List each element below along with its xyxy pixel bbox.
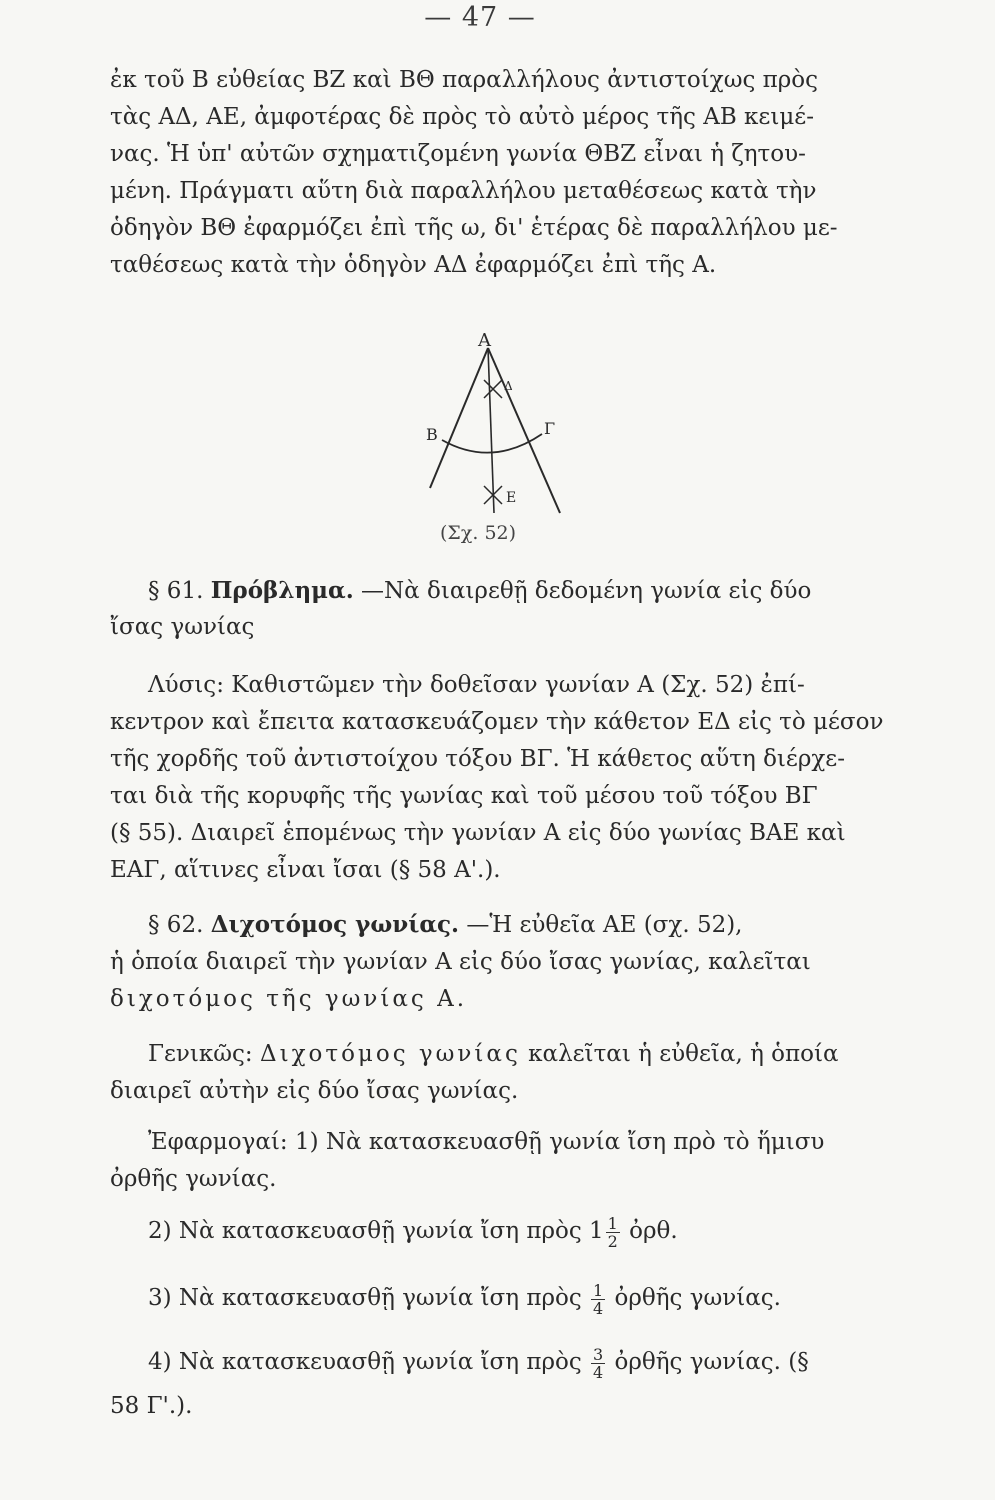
text-line: διαιρεῖ αὐτὴν εἰς δύο ἴσας γωνίας. <box>110 1078 519 1104</box>
section-62 <box>110 906 910 1018</box>
denominator: 4 <box>593 1298 604 1318</box>
application-4 <box>148 1344 928 1381</box>
application-3 <box>148 1280 928 1317</box>
section-61 <box>110 572 910 610</box>
definition-lead: Γενικῶς: <box>148 1041 253 1067</box>
application-1: 1) Νὰ κατασκευασθῇ γωνία ἴση πρὸ τὸ ἥμισυ <box>294 1129 825 1155</box>
text-line: μένη. Πράγματι αὕτη διὰ παραλλήλου μεταθέσεως κατὰ τὴν <box>110 178 817 204</box>
application-text: ὀρθῆς γωνίας. <box>614 1285 781 1311</box>
text-line: ἐκ τοῦ Β εὐθείας ΒΖ καὶ ΒΘ παραλλήλους ἀντιστοίχως πρὸς <box>110 67 819 93</box>
section-text: —Ἡ εὐθεῖα ΑΕ (σχ. 52), <box>466 912 743 938</box>
section-text: —Νὰ διαιρεθῇ δεδομένη γωνία εἰς δύο <box>361 578 812 604</box>
definition-text: καλεῖται ἡ εὐθεῖα, ἡ ὁποία <box>528 1041 839 1067</box>
angle-bisector-figure <box>420 328 570 518</box>
denominator: 4 <box>593 1362 604 1382</box>
text-line: ΕΑΓ, αἵτινες εἶναι ἴσαι (§ 58 Α'.). <box>110 857 501 883</box>
label-d: Δ <box>504 379 513 393</box>
application-text: ὀρθῆς γωνίας. (§ <box>614 1349 809 1375</box>
applications-lead: Ἐφαρμογαί: <box>148 1129 288 1155</box>
mark-d <box>484 380 502 398</box>
label-g: Γ <box>544 419 556 438</box>
application-text: 3) Νὰ κατασκευασθῇ γωνία ἴση πρὸς <box>148 1285 582 1311</box>
bisector-ae <box>488 348 494 513</box>
text-line: τὰς ΑΔ, ΑΕ, ἀμφοτέρας δὲ πρὸς τὸ αὐτὸ μέρος τῆς ΑΒ κειμέ- <box>110 104 814 130</box>
application-text: 4) Νὰ κατασκευασθῇ γωνία ἴση πρὸς <box>148 1349 582 1375</box>
definition-term: Διχοτόμος γωνίας <box>259 1041 521 1067</box>
fraction <box>591 1282 605 1317</box>
fraction <box>606 1215 620 1250</box>
section-heading: Πρόβλημα. <box>210 577 354 604</box>
text-line: ἡ ὁποία διαιρεῖ τὴν γωνίαν Α εἰς δύο ἴσας γωνίας, καλεῖται <box>110 949 811 975</box>
ray-ab <box>430 348 488 488</box>
text-line: (§ 55). Διαιρεῖ ἑπομένως τὴν γωνίαν Α εἰς δύο γωνίας ΒΑΕ καὶ <box>110 820 846 846</box>
text-line: ὁδηγὸν ΒΘ ἐφαρμόζει ἐπὶ τῆς ω, δι' ἑτέρας δὲ παραλλήλου με- <box>110 215 838 241</box>
section-number: § 62. <box>148 912 204 938</box>
text-line: διχοτόμος τῆς γωνίας Α. <box>110 986 468 1012</box>
fraction <box>591 1346 605 1381</box>
section-61-line2: ἴσας γωνίας <box>110 614 255 640</box>
applications <box>110 1124 910 1198</box>
text-line: ὀρθῆς γωνίας. <box>110 1166 277 1192</box>
application-text: ὀρθ. <box>629 1218 678 1244</box>
text-line: ται διὰ τῆς κορυφῆς τῆς γωνίας καὶ τοῦ μέσου τοῦ τόξου ΒΓ <box>110 783 818 809</box>
text-line: τῆς χορδῆς τοῦ ἀντιστοίχου τόξου ΒΓ. Ἡ κάθετος αὕτη διέρχε- <box>110 746 845 772</box>
label-b: Β <box>426 425 438 444</box>
solution-paragraph <box>110 667 910 889</box>
section-number: § 61. <box>148 578 204 604</box>
application-4-line2: 58 Γ'.). <box>110 1393 193 1419</box>
page-number: — 47 — <box>424 2 536 33</box>
denominator: 2 <box>607 1231 618 1251</box>
section-heading: Διχοτόμος γωνίας. <box>210 911 460 938</box>
text-line: κεντρον καὶ ἔπειτα κατασκευάζομεν τὴν κάθετον ΕΔ εἰς τὸ μέσον <box>110 709 884 735</box>
figure-caption: (Σχ. 52) <box>440 522 517 544</box>
text-line: νας. Ἡ ὑπ' αὐτῶν σχηματιζομένη γωνία ΘΒΖ εἶναι ἡ ζητου- <box>110 141 806 167</box>
application-2 <box>148 1213 928 1250</box>
numerator: 1 <box>593 1280 604 1300</box>
text-line: ταθέσεως κατὰ τὴν ὁδηγὸν ΑΔ ἐφαρμόζει ἐπὶ τῆς Α. <box>110 252 717 278</box>
numerator: 1 <box>607 1213 618 1233</box>
numerator: 3 <box>593 1344 604 1364</box>
label-e: Ε <box>506 490 517 506</box>
application-text: 2) Νὰ κατασκευασθῇ γωνία ἴση πρὸς 1 <box>148 1218 604 1244</box>
text-line: Λύσις: Καθιστῶμεν τὴν δοθεῖσαν γωνίαν Α (Σχ. 52) ἐπί- <box>148 672 805 698</box>
intro-paragraph <box>110 62 910 284</box>
label-a: Α <box>478 330 491 351</box>
general-definition <box>110 1036 910 1110</box>
